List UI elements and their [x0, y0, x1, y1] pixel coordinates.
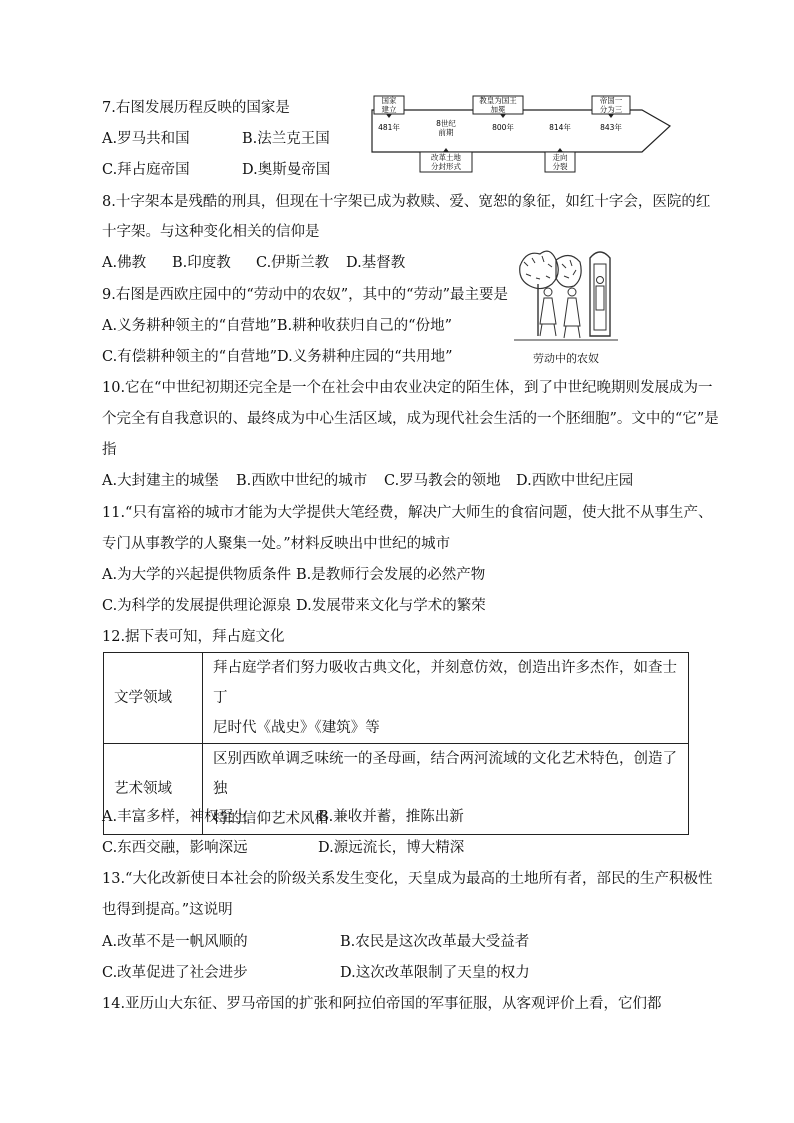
table-cell-line: 特的信仰艺术风格 [213, 811, 329, 827]
box-coronation-l2: 加冕 [490, 105, 506, 114]
year-800: 800年 [492, 123, 514, 132]
q7-option-a: A.罗马共和国 [102, 131, 190, 147]
box-state-founded-l2: 建立 [381, 105, 397, 114]
q8-option-c: C.伊斯兰教 [256, 255, 330, 271]
q10-line-2: 个完全有自我意识的、最终成为中心生活区域，成为现代社会生活的一个胚细胞”。文中的“它”是 [102, 411, 719, 427]
q9-image-caption: 劳动中的农奴 [533, 352, 599, 365]
q9-options-cd: C.有偿耕种领主的“自营地”D.义务耕种庄园的“共用地” [102, 349, 453, 365]
q9-stem: 9.右图是西欧庄园中的“劳动中的农奴”，其中的“劳动”最主要是 [102, 287, 508, 303]
q7-option-d: D.奥斯曼帝国 [242, 162, 331, 178]
q10-option-d: D.西欧中世纪庄园 [516, 473, 634, 489]
q8-line-2: 十字架。与这种变化相关的信仰是 [102, 224, 320, 240]
q10-line-1: 10.它在“中世纪初期还完全是一个在社会中由农业决定的陌生体，到了中世纪晚期则发展成为一 [102, 380, 713, 396]
q8-option-b: B.印度教 [172, 255, 231, 271]
box-split-three-l1: 帝国一 [599, 96, 623, 105]
q11-option-d: D.发展带来文化与学术的繁荣 [296, 598, 486, 614]
q11-option-a: A.为大学的兴起提供物质条件 [102, 567, 292, 583]
q11-option-b: B.是教师行会发展的必然产物 [296, 567, 486, 583]
q8-line-1: 8.十字架本是残酷的刑具，但现在十字架已成为救赎、爱、宽恕的象征，如红十字会，医院的红 [102, 194, 711, 210]
q10-option-b: B.西欧中世纪的城市 [236, 473, 368, 489]
q8-option-d: D.基督教 [346, 255, 406, 271]
year-814: 814年 [549, 123, 571, 132]
q7-stem: 7.右图发展历程反映的国家是 [102, 100, 290, 116]
box-division-l2: 分裂 [552, 162, 568, 171]
q13-option-b: B.农民是这次改革最大受益者 [340, 934, 530, 950]
q10-option-c: C.罗马教会的领地 [384, 473, 501, 489]
table-cell-line: 区别西欧单调乏味统一的圣母画，结合两河流域的文化艺术特色，创造了独 [213, 751, 677, 797]
timeline-arrow [372, 110, 670, 152]
year-843: 843年 [600, 123, 622, 132]
year-481: 481年 [378, 123, 400, 132]
q13-line-2: 也得到提高。”这说明 [102, 902, 233, 918]
box-land-reform-l2: 分封形式 [431, 162, 461, 171]
table-cell-field: 艺术领域 [104, 744, 203, 835]
q11-option-c: C.为科学的发展提供理论源泉 [102, 598, 292, 614]
box-division-l1: 走向 [552, 153, 568, 162]
q10-option-a: A.大封建主的城堡 [102, 473, 219, 489]
table-cell-field: 文学领域 [104, 653, 203, 744]
box-land-reform-l1: 改革土地 [431, 153, 461, 162]
q12-option-d: D.源远流长，博大精深 [318, 840, 465, 856]
box-state-founded-l1: 国家 [381, 96, 397, 105]
q7-option-c: C.拜占庭帝国 [102, 162, 190, 178]
q7-option-b: B.法兰克王国 [242, 131, 330, 147]
q12-option-a: A.丰富多样，神权至上 [102, 809, 248, 825]
q12-option-b: B.兼收并蓄，推陈出新 [318, 809, 464, 825]
box-coronation-l1: 教皇为国王 [479, 96, 517, 105]
table-row [104, 653, 689, 744]
q8-option-a: A.佛教 [102, 255, 147, 271]
q9-options-ab: A.义务耕种领主的“自营地”B.耕种收获归自己的“份地” [102, 318, 452, 334]
q11-line-2: 专门从事教学的人聚集一处。”材料反映出中世纪的城市 [102, 536, 451, 552]
year-early: 前期 [438, 128, 454, 137]
q14-line-1: 14.亚历山大东征、罗马帝国的扩张和阿拉伯帝国的军事征服，从客观评价上看，它们都 [102, 996, 662, 1012]
q13-line-1: 13.“大化改新使日本社会的阶级关系发生变化，天皇成为最高的土地所有者，部民的生产积极性 [102, 871, 713, 887]
table-cell-line: 尼时代《战史》《建筑》等 [213, 720, 380, 736]
q13-option-d: D.这次改革限制了天皇的权力 [340, 965, 530, 981]
serf-labor-illustration [514, 240, 620, 346]
q13-option-a: A.改革不是一帆风顺的 [102, 934, 248, 950]
table-cell-line: 拜占庭学者们努力吸收古典文化，并刻意仿效，创造出许多杰作，如查士丁 [213, 660, 677, 706]
box-split-three-l2: 分为三 [599, 105, 623, 114]
table-cell-content [203, 653, 689, 744]
q7-timeline-diagram [370, 94, 674, 176]
q13-option-c: C.改革促进了社会进步 [102, 965, 248, 981]
q10-line-3: 指 [102, 442, 117, 458]
q12-option-c: C.东西交融，影响深远 [102, 840, 248, 856]
q11-line-1: 11.“只有富裕的城市才能为大学提供大笔经费，解决广大师生的食宿问题，使大批不从事生产、 [102, 505, 713, 521]
year-8th-century: 8世纪 [436, 119, 456, 128]
q12-stem: 12.据下表可知，拜占庭文化 [102, 629, 285, 645]
